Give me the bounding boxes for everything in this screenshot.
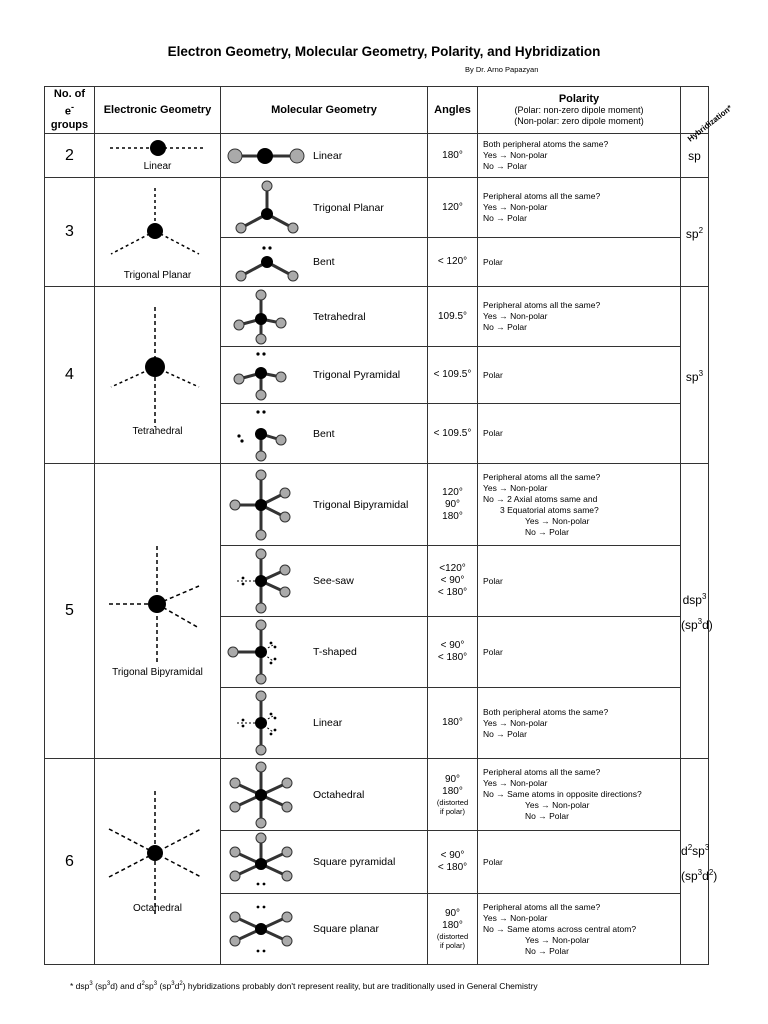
angles-cell: 120° 90° 180° (428, 464, 478, 546)
electronic-geometry-label: Trigonal Planar (123, 270, 192, 281)
molecular-geometry-label: Linear (313, 717, 343, 729)
square-planar-molecule-icon (225, 899, 309, 959)
col-electronic-header: Electronic Geometry (95, 87, 221, 134)
angles-cell: 180° (428, 688, 478, 759)
electronic-geometry-label: Linear (143, 161, 172, 172)
tetrahedral-molecule-icon (225, 289, 309, 345)
linear-trigonal-bipyramidal-molecule-icon (225, 690, 309, 756)
octahedral-molecule-icon (225, 761, 309, 829)
bent-tetrahedral-molecule-icon (225, 406, 309, 462)
molecular-geometry-label: See-saw (313, 575, 354, 587)
group-count: 6 (45, 759, 95, 965)
angles-cell: < 120° (428, 238, 478, 287)
electronic-geometry-label: Trigonal Bipyramidal (112, 667, 203, 678)
molecular-geometry-cell (221, 617, 428, 688)
table-row (45, 464, 709, 546)
molecular-geometry-cell (221, 464, 428, 546)
angles-cell: 90° 180° (distorted if polar) (428, 759, 478, 831)
electronic-geometry-cell (95, 464, 221, 759)
molecular-geometry-label: Bent (313, 256, 335, 268)
trigonal-planar-molecule-icon (225, 180, 309, 236)
geometry-table (44, 86, 734, 965)
header-row (45, 87, 709, 134)
molecular-geometry-label: Trigonal Planar (313, 201, 384, 214)
molecular-geometry-label: Linear (313, 149, 343, 162)
molecular-geometry-label: Tetrahedral (313, 310, 366, 323)
angles-cell: 120° (428, 178, 478, 238)
molecular-geometry-cell (221, 831, 428, 894)
group-count: 2 (45, 134, 95, 178)
col-polarity-header: Polarity (Polar: non-zero dipole moment) (Non-polar: zero dipole moment) (478, 87, 681, 134)
electronic-geometry-cell (95, 134, 221, 178)
page-title: Electron Geometry, Molecular Geometry, Polarity, and Hybridization (167, 44, 601, 59)
molecular-geometry-label: Square pyramidal (313, 856, 396, 868)
molecular-geometry-label: Octahedral (313, 788, 365, 801)
trigonal-pyramidal-molecule-icon (225, 349, 309, 401)
group-count: 5 (45, 464, 95, 759)
angles-cell: < 90° < 180° (428, 831, 478, 894)
table-row (45, 287, 709, 347)
polarity-cell: Peripheral atoms all the same? Yes → Non-polar No → Polar (478, 178, 681, 238)
angles-cell: 90° 180° (distorted if polar) (428, 894, 478, 965)
molecular-geometry-label: Trigonal Bipyramidal (313, 498, 409, 511)
square-pyramidal-molecule-icon (225, 832, 309, 892)
angles-cell: < 109.5° (428, 404, 478, 464)
table-row (45, 134, 709, 178)
trigonal-planar-electronic-diagram (103, 186, 213, 276)
hybridization-cell: sp (681, 134, 709, 178)
linear-electronic-diagram (108, 138, 208, 158)
table-row (45, 759, 709, 831)
polarity-cell: Polar (478, 617, 681, 688)
molecular-geometry-cell (221, 178, 428, 238)
polarity-cell: Both peripheral atoms the same? Yes → Non-polar No → Polar (478, 134, 681, 178)
hybridization-cell: dsp$^3$ $(sp^3d)$ (681, 464, 709, 759)
molecular-geometry-label: Square planar (313, 923, 379, 935)
polarity-cell: Polar (478, 404, 681, 464)
trigonal-bipyramidal-molecule-icon (225, 469, 309, 541)
angles-cell: 180° (428, 134, 478, 178)
molecular-geometry-cell (221, 546, 428, 617)
molecular-geometry-cell (221, 759, 428, 831)
molecular-geometry-label: Trigonal Pyramidal (313, 369, 401, 381)
col-molecular-header: Molecular Geometry (221, 87, 428, 134)
angles-cell: <120° < 90° < 180° (428, 546, 478, 617)
molecular-geometry-cell (221, 347, 428, 404)
polarity-cell: Both peripheral atoms the same? Yes → Non-polar No → Polar (478, 688, 681, 759)
angles-cell: 109.5° (428, 287, 478, 347)
linear-molecule-icon (225, 141, 309, 171)
molecular-geometry-cell (221, 287, 428, 347)
table-row (45, 178, 709, 238)
electronic-geometry-label: Octahedral (133, 903, 182, 914)
molecular-geometry-label: T-shaped (313, 646, 357, 658)
polarity-cell: Polar (478, 546, 681, 617)
polarity-cell: Polar (478, 238, 681, 287)
t-shaped-molecule-icon (225, 619, 309, 685)
col-groups-header: No. of e- groups (45, 87, 95, 134)
tetrahedral-electronic-diagram (103, 305, 213, 435)
molecular-geometry-cell (221, 404, 428, 464)
group-count: 4 (45, 287, 95, 464)
polarity-cell: Peripheral atoms all the same? Yes → Non-polar No → Same atoms in opposite directions? Yes → Non-polar No → Polar (478, 759, 681, 831)
molecular-geometry-cell (221, 134, 428, 178)
electronic-geometry-label: Tetrahedral (132, 426, 183, 437)
see-saw-molecule-icon (225, 548, 309, 614)
author-credit: By Dr. Arno Papazyan (465, 65, 539, 74)
trigonal-bipyramidal-electronic-diagram (105, 544, 215, 664)
hybridization-cell: $d^2sp^3$ $(sp^3d^2)$ (681, 759, 709, 965)
electronic-geometry-cell (95, 759, 221, 965)
polarity-cell: Polar (478, 347, 681, 404)
molecular-geometry-cell (221, 688, 428, 759)
col-angles-header: Angles (428, 87, 478, 134)
angles-cell: < 109.5° (428, 347, 478, 404)
electronic-geometry-cell (95, 287, 221, 464)
col-hybridization-header: Hybridization* (681, 87, 709, 134)
angles-cell: < 90° < 180° (428, 617, 478, 688)
footnote: * dsp$^3$ $(sp^3d)$ and $d^2sp^3$ $(sp^3d^2)$ hybridizations probably don't represent reality, but are traditionally used in General Chemistry (70, 981, 538, 991)
molecular-geometry-cell (221, 238, 428, 287)
octahedral-electronic-diagram (103, 789, 213, 919)
group-count: 3 (45, 178, 95, 287)
molecular-geometry-cell (221, 894, 428, 965)
hybridization-cell: $sp^3$ (681, 287, 709, 464)
molecular-geometry-label: Bent (313, 427, 335, 440)
hybridization-cell: $sp^2$ (681, 178, 709, 287)
electronic-geometry-cell (95, 178, 221, 287)
bent-molecule-icon (225, 240, 309, 284)
polarity-cell: Peripheral atoms all the same? Yes → Non-polar No → Polar (478, 287, 681, 347)
polarity-cell: Polar (478, 831, 681, 894)
polarity-cell: Peripheral atoms all the same? Yes → Non-polar No → 2 Axial atoms same and 3 Equatorial atoms same? Yes → Non-polar No → Polar (478, 464, 681, 546)
polarity-cell: Peripheral atoms all the same? Yes → Non-polar No → Same atoms across central atom? Yes → Non-polar No → Polar (478, 894, 681, 965)
